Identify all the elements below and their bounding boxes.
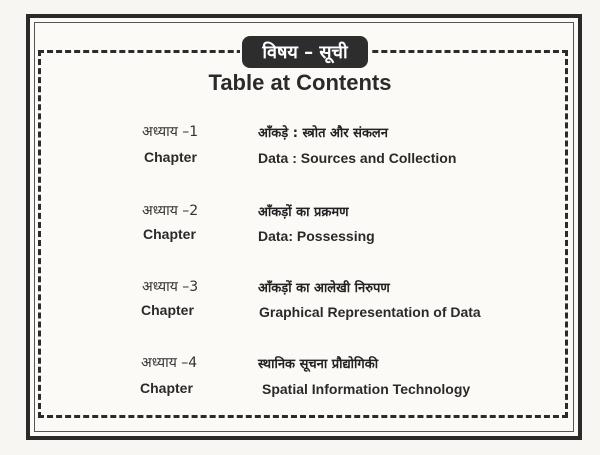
- page-title: Table at Contents: [208, 70, 392, 95]
- heading-badge: विषय – सूची: [242, 36, 368, 68]
- chapter-label-2: Chapter: [143, 226, 196, 242]
- chapter-title-hindi-2: आँकड़ों का प्रक्रमण: [258, 205, 349, 220]
- chapter-title-english-3: Graphical Representation of Data: [259, 304, 481, 320]
- chapter-label-3: Chapter: [141, 302, 194, 318]
- chapter-title-english-2: Data: Possessing: [258, 228, 375, 244]
- chapter-number-2: अध्याय –2: [142, 203, 199, 219]
- chapter-title-hindi-3: आँकड़ों का आलेखी निरुपण: [258, 281, 390, 296]
- chapter-label-1: Chapter: [144, 149, 197, 165]
- chapter-title-hindi-1: आँकड़े : स्त्रोत और संकलन: [258, 126, 388, 141]
- chapter-title-english-1: Data : Sources and Collection: [258, 150, 457, 166]
- chapter-label-4: Chapter: [140, 380, 193, 396]
- chapter-number-4: अध्याय –4: [141, 355, 198, 371]
- chapter-number-3: अध्याय –3: [142, 279, 199, 295]
- chapter-title-hindi-4: स्थानिक सूचना प्रौद्योगिकी: [258, 357, 379, 372]
- chapter-title-english-4: Spatial Information Technology: [262, 381, 471, 397]
- chapter-number-1: अध्याय –1: [142, 124, 199, 140]
